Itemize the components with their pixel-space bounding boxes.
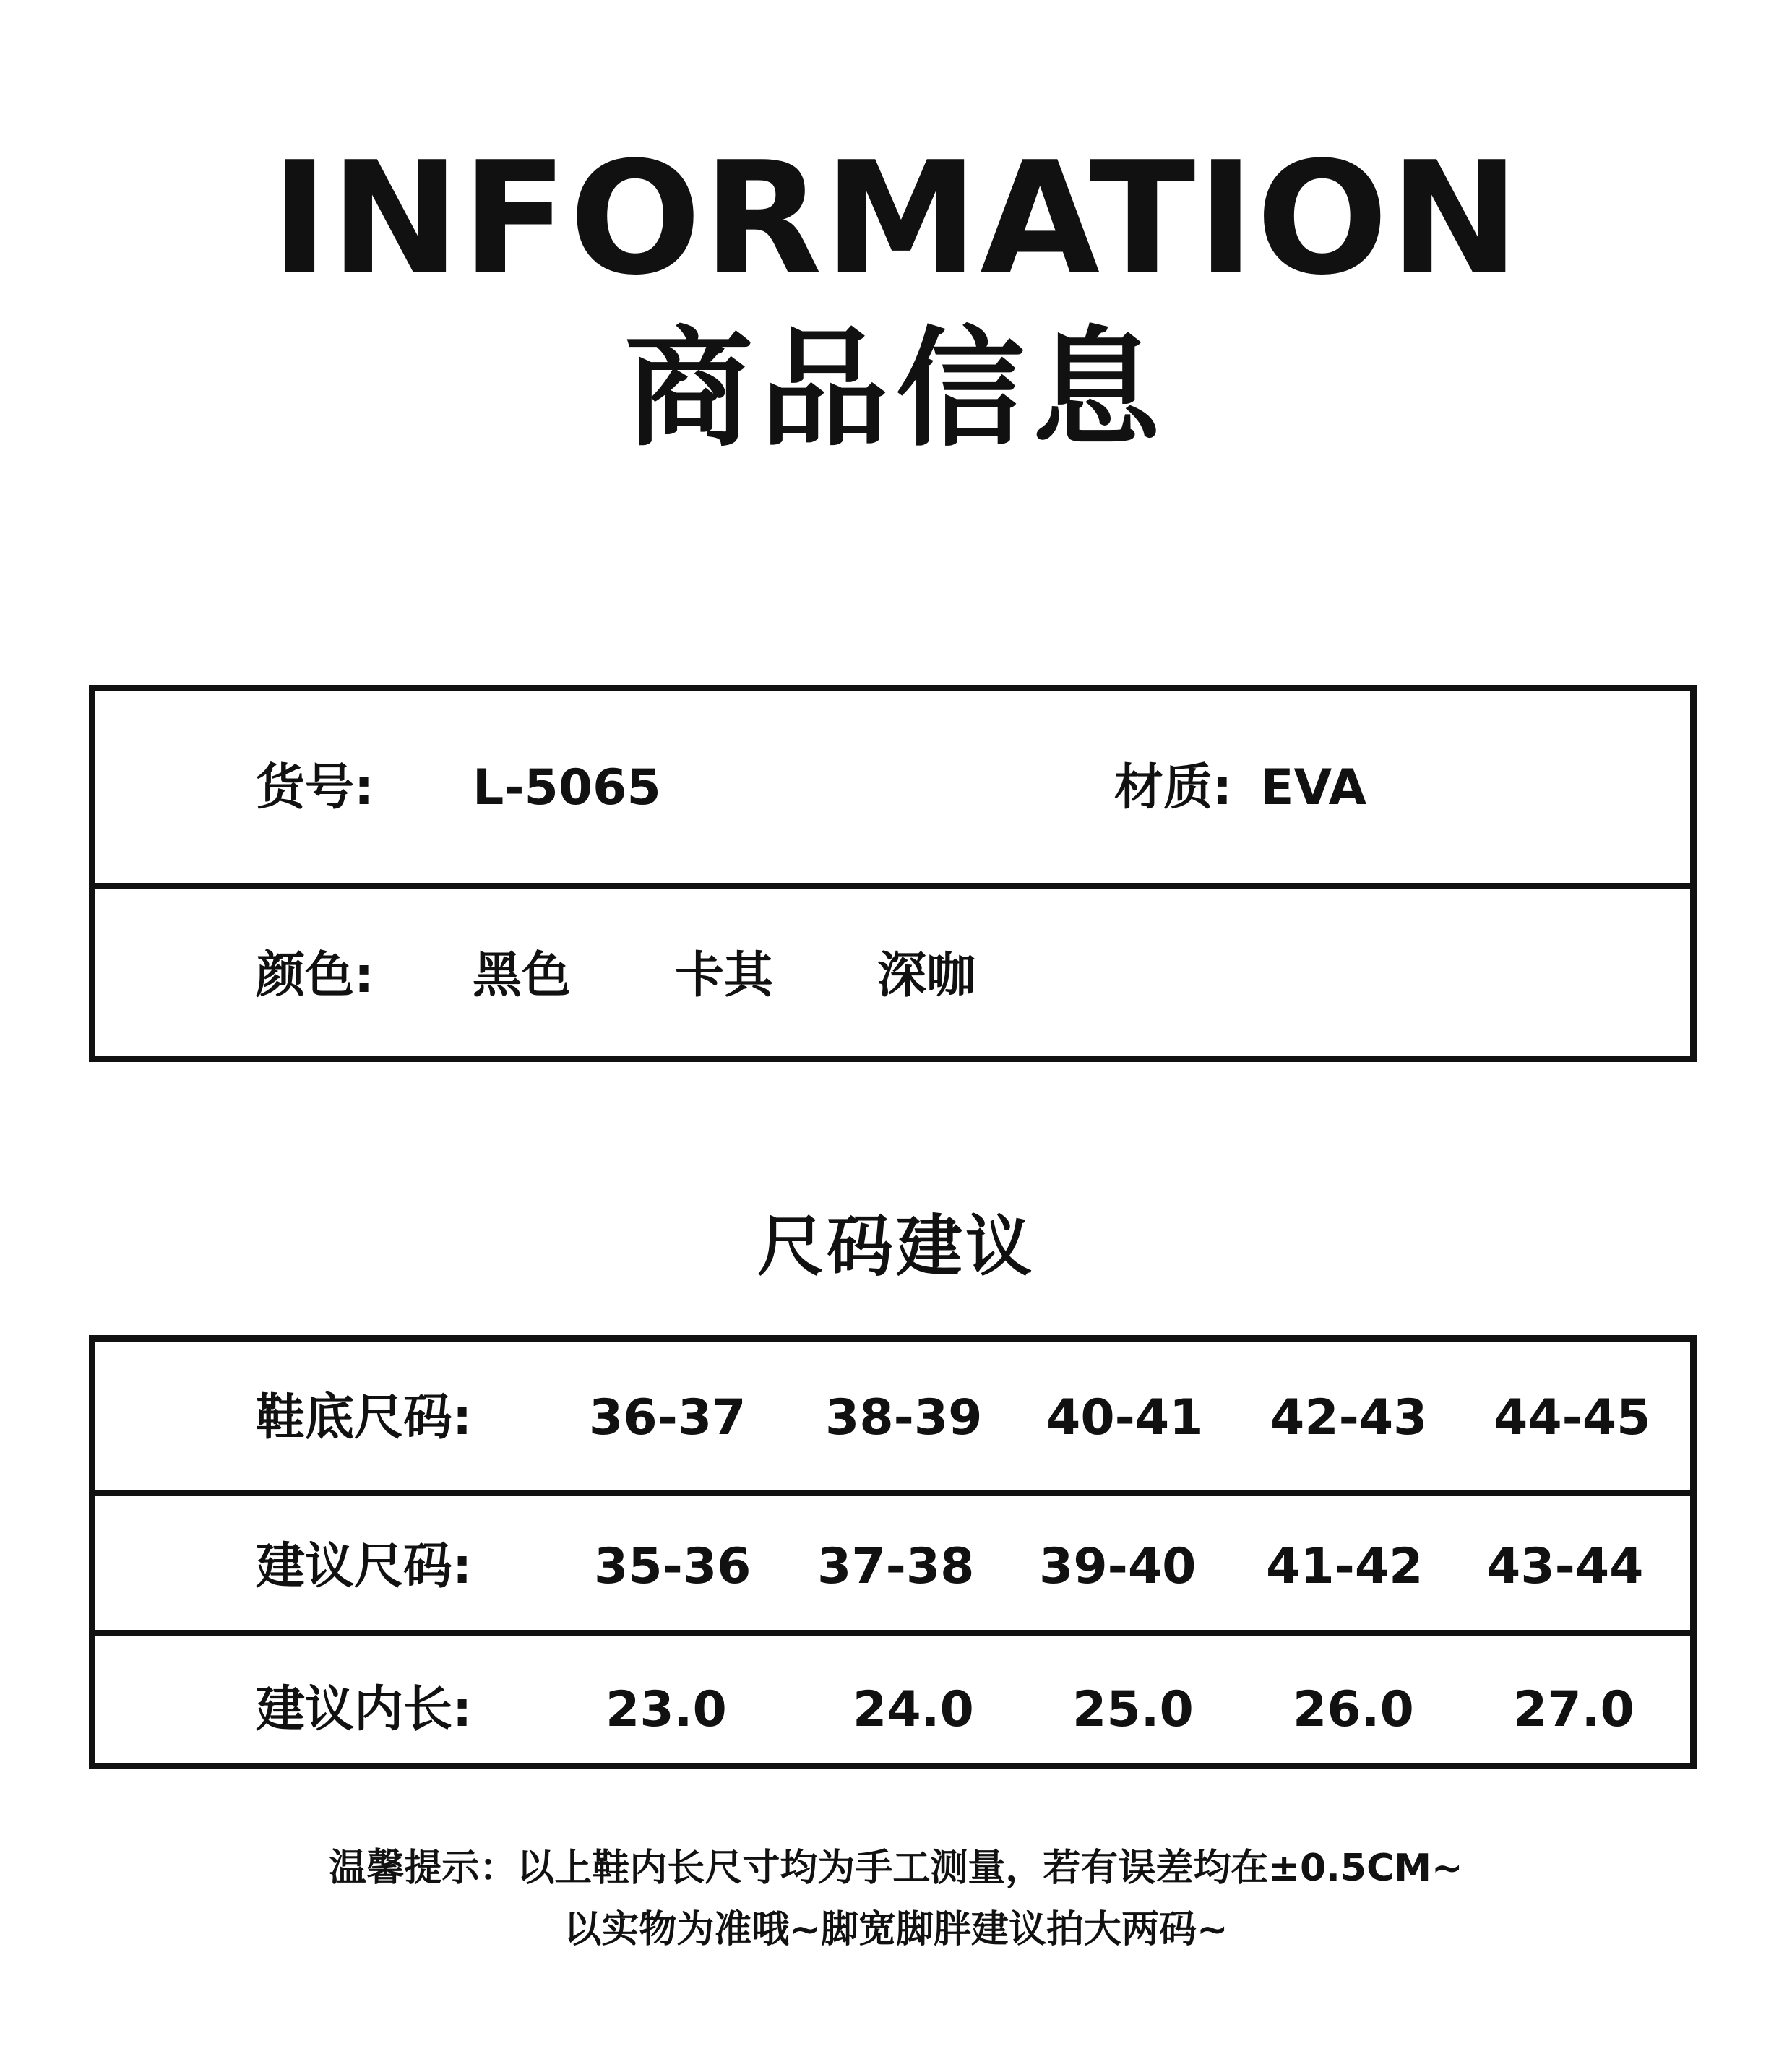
size-cell: 39-40 <box>1039 1538 1197 1595</box>
color-option: 深咖 <box>877 947 976 1004</box>
notice-line-1: 温馨提示：以上鞋内长尺寸均为手工测量，若有误差均在±0.5CM~ <box>329 1847 1463 1890</box>
size-cell: 42-43 <box>1270 1389 1428 1446</box>
color-label: 颜色: <box>256 947 374 1004</box>
size-row-recommended <box>95 1490 1690 1636</box>
size-cell: 36-37 <box>589 1389 746 1446</box>
size-cell: 40-41 <box>1046 1389 1204 1446</box>
material-label: 材质: <box>1114 759 1233 816</box>
size-cell: 37-38 <box>817 1538 975 1595</box>
size-row-label: 建议尺码: <box>256 1538 473 1595</box>
info-row-item-material <box>95 691 1690 883</box>
size-cell: 38-39 <box>825 1389 983 1446</box>
item-number-label: 货号: <box>256 759 374 816</box>
item-number-value: L-5065 <box>473 759 661 816</box>
material-value: EVA <box>1260 759 1367 816</box>
size-row-sole <box>95 1342 1690 1490</box>
size-cell: 43-44 <box>1486 1538 1644 1595</box>
size-cell: 25.0 <box>1072 1681 1194 1738</box>
size-cell: 35-36 <box>594 1538 751 1595</box>
product-info-table <box>89 685 1697 1062</box>
color-option: 卡其 <box>675 947 774 1004</box>
title-chinese: 商品信息 <box>624 314 1168 464</box>
size-cell: 24.0 <box>853 1681 974 1738</box>
size-table <box>89 1335 1697 1769</box>
size-row-label: 鞋底尺码: <box>256 1389 473 1446</box>
info-row-colors <box>95 883 1690 1062</box>
color-option: 黑色 <box>473 947 572 1004</box>
size-cell: 27.0 <box>1513 1681 1634 1738</box>
size-cell: 26.0 <box>1293 1681 1414 1738</box>
size-cell: 44-45 <box>1494 1389 1651 1446</box>
size-row-label: 建议内长: <box>256 1681 473 1738</box>
size-row-inner-length <box>95 1630 1690 1769</box>
title-english: INFORMATION <box>270 128 1522 309</box>
size-cell: 23.0 <box>606 1681 727 1738</box>
size-cell: 41-42 <box>1266 1538 1423 1595</box>
notice-line-2: 以实物为准哦~脚宽脚胖建议拍大两码~ <box>564 1908 1228 1951</box>
size-section-title: 尺码建议 <box>757 1208 1035 1285</box>
